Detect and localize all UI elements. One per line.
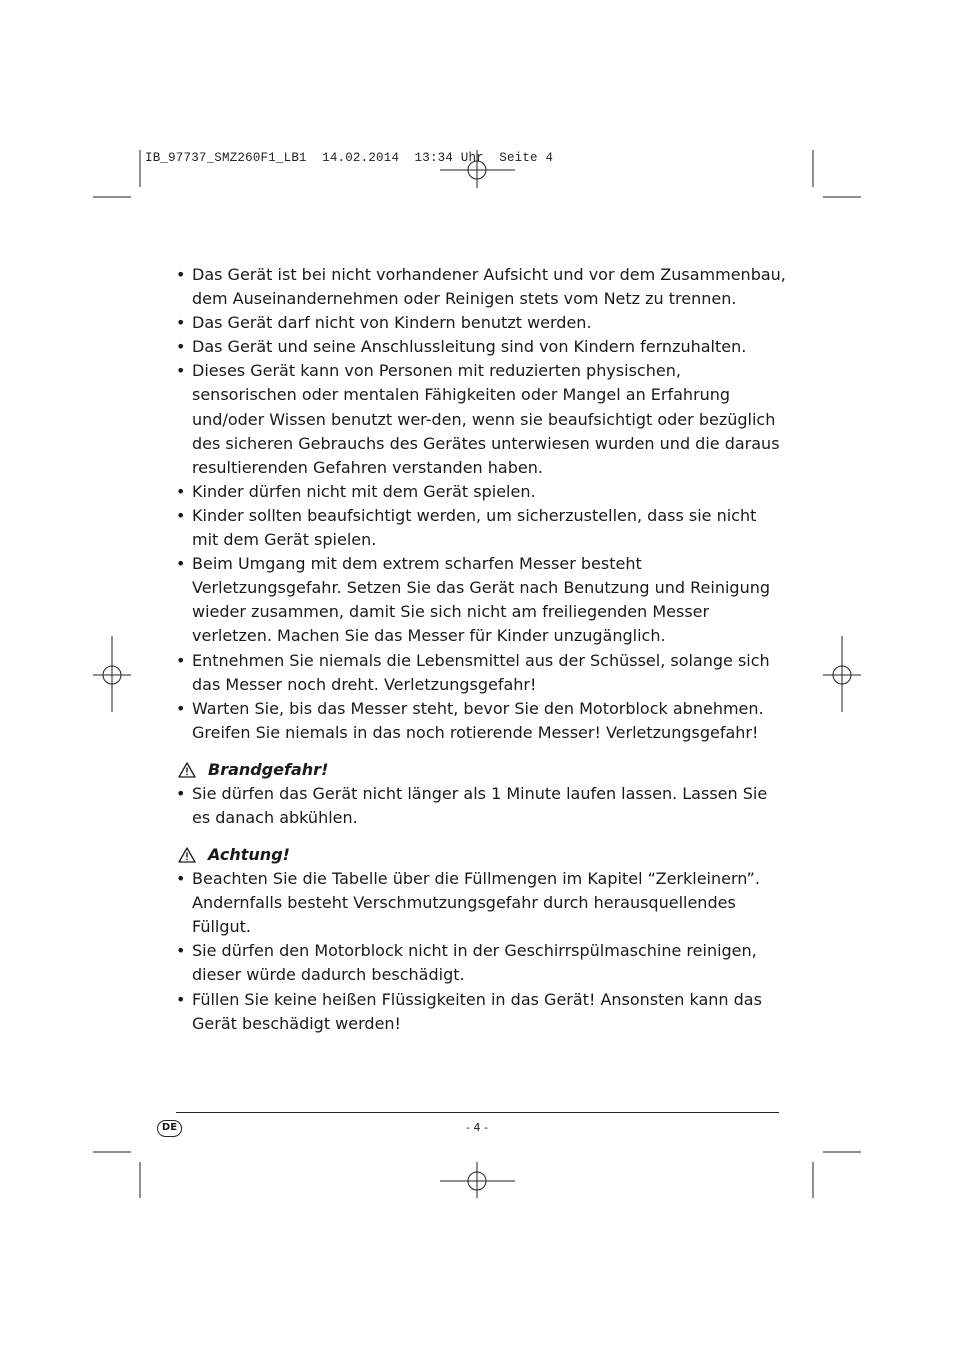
- bullet-glyph: •: [176, 554, 186, 574]
- fire-bullet-list: [176, 782, 786, 830]
- list-item-text: Sie dürfen den Motorblock nicht in der Geschirrspülmaschine reinigen, dieser würde dadurch beschädigt.: [192, 941, 757, 985]
- list-item-text: Entnehmen Sie niemals die Lebensmittel aus der Schüssel, solange sich das Messer noch dreht. Verletzungsgefahr!: [192, 650, 770, 694]
- list-item: [176, 988, 786, 1036]
- list-item-text: Kinder dürfen nicht mit dem Gerät spielen.: [192, 481, 536, 501]
- registration-target-icon: [823, 636, 861, 712]
- bullet-glyph: •: [176, 869, 186, 889]
- bullet-glyph: •: [176, 481, 186, 501]
- crop-mark-bottom-left: [93, 1152, 140, 1198]
- bullet-glyph: •: [176, 505, 186, 525]
- bullet-glyph: •: [176, 783, 186, 803]
- list-item-text: Sie dürfen das Gerät nicht länger als 1 Minute laufen lassen. Lassen Sie es danach abkühlen.: [192, 783, 768, 827]
- bullet-glyph: •: [176, 650, 186, 670]
- page-number: - 4 -: [466, 1121, 488, 1134]
- section-heading-caution: [176, 843, 786, 867]
- list-item-text: Beachten Sie die Tabelle über die Füllmengen im Kapitel “Zerkleinern”. Andernfalls besteht Verschmutzungsgefahr durch herausquellendes Füllgut.: [192, 869, 760, 937]
- bullet-glyph: •: [176, 265, 186, 284]
- crop-mark-top-right: [813, 150, 861, 197]
- bullet-glyph: •: [176, 941, 186, 961]
- list-item-text: Dieses Gerät kann von Personen mit reduzierten physischen, sensorischen oder mentalen Fähigkeiten oder Mangel an Erfahrung und/oder Wissen benutzt wer-den, wenn sie beaufsichtigt oder bezüglich des sicheren Gebrauchs des Gerätes unterwiesen wurden und die daraus resultierenden Gefahren verstanden haben.: [192, 361, 780, 477]
- list-item-text: Beim Umgang mit dem extrem scharfen Messer besteht Verletzungsgefahr. Setzen Sie das Gerät nach Benutzung und Reinigung wieder zusammen, damit Sie sich nicht am freiliegenden Messer verletzen. Machen Sie das Messer für Kinder unzugänglich.: [192, 554, 771, 646]
- heading-text: Brandgefahr!: [208, 759, 329, 779]
- list-item: [176, 359, 786, 479]
- list-item-text: Warten Sie, bis das Messer steht, bevor Sie den Motorblock abnehmen. Greifen Sie niemals in das noch rotierende Messer! Verletzungsgefahr!: [192, 698, 764, 742]
- list-item: [176, 867, 786, 939]
- footer-divider: [176, 1112, 779, 1113]
- bullet-glyph: •: [176, 337, 186, 357]
- bullet-glyph: •: [176, 361, 186, 381]
- list-item-text: Das Gerät und seine Anschlussleitung sind von Kindern fernzuhalten.: [192, 337, 747, 357]
- list-item-text: Das Gerät darf nicht von Kindern benutzt werden.: [192, 313, 592, 333]
- list-item: [176, 649, 786, 697]
- list-item: [176, 335, 786, 359]
- registration-target-icon: [440, 1162, 515, 1198]
- list-item: [176, 480, 786, 504]
- print-slug-line: IB_97737_SMZ260F1_LB1 14.02.2014 13:34 Uhr Seite 4: [145, 151, 554, 165]
- heading-text: Achtung!: [208, 845, 290, 865]
- list-item-text: Füllen Sie keine heißen Flüssigkeiten in das Gerät! Ansonsten kann das Gerät beschädigt werden!: [192, 989, 762, 1033]
- caution-bullet-list: [176, 867, 786, 1036]
- list-item: [176, 311, 786, 335]
- intro-bullet-list: [176, 263, 786, 745]
- bullet-glyph: •: [176, 313, 186, 333]
- list-item: [176, 782, 786, 830]
- list-item: [176, 504, 786, 552]
- warning-triangle-icon: [178, 847, 196, 863]
- crop-mark-bottom-right: [813, 1152, 861, 1198]
- page-content: [176, 263, 786, 1036]
- list-item: [176, 939, 786, 987]
- list-item: [176, 552, 786, 648]
- registration-target-icon: [440, 150, 515, 188]
- section-heading-fire: [176, 758, 786, 782]
- list-item-text: Kinder sollten beaufsichtigt werden, um sicherzustellen, dass sie nicht mit dem Gerät spielen.: [192, 505, 757, 550]
- list-item: [176, 697, 786, 745]
- list-item-text: Das Gerät ist bei nicht vorhandener Aufsicht und vor dem Zusammenbau, dem Auseinandernehmen oder Reinigen stets vom Netz zu trennen.: [192, 265, 786, 309]
- list-item: [176, 263, 786, 311]
- warning-triangle-icon: [178, 762, 196, 778]
- bullet-glyph: •: [176, 698, 186, 718]
- bullet-glyph: •: [176, 989, 186, 1009]
- language-badge: DE: [157, 1120, 182, 1137]
- registration-target-icon: [93, 636, 131, 712]
- crop-mark-top-left: [93, 150, 140, 197]
